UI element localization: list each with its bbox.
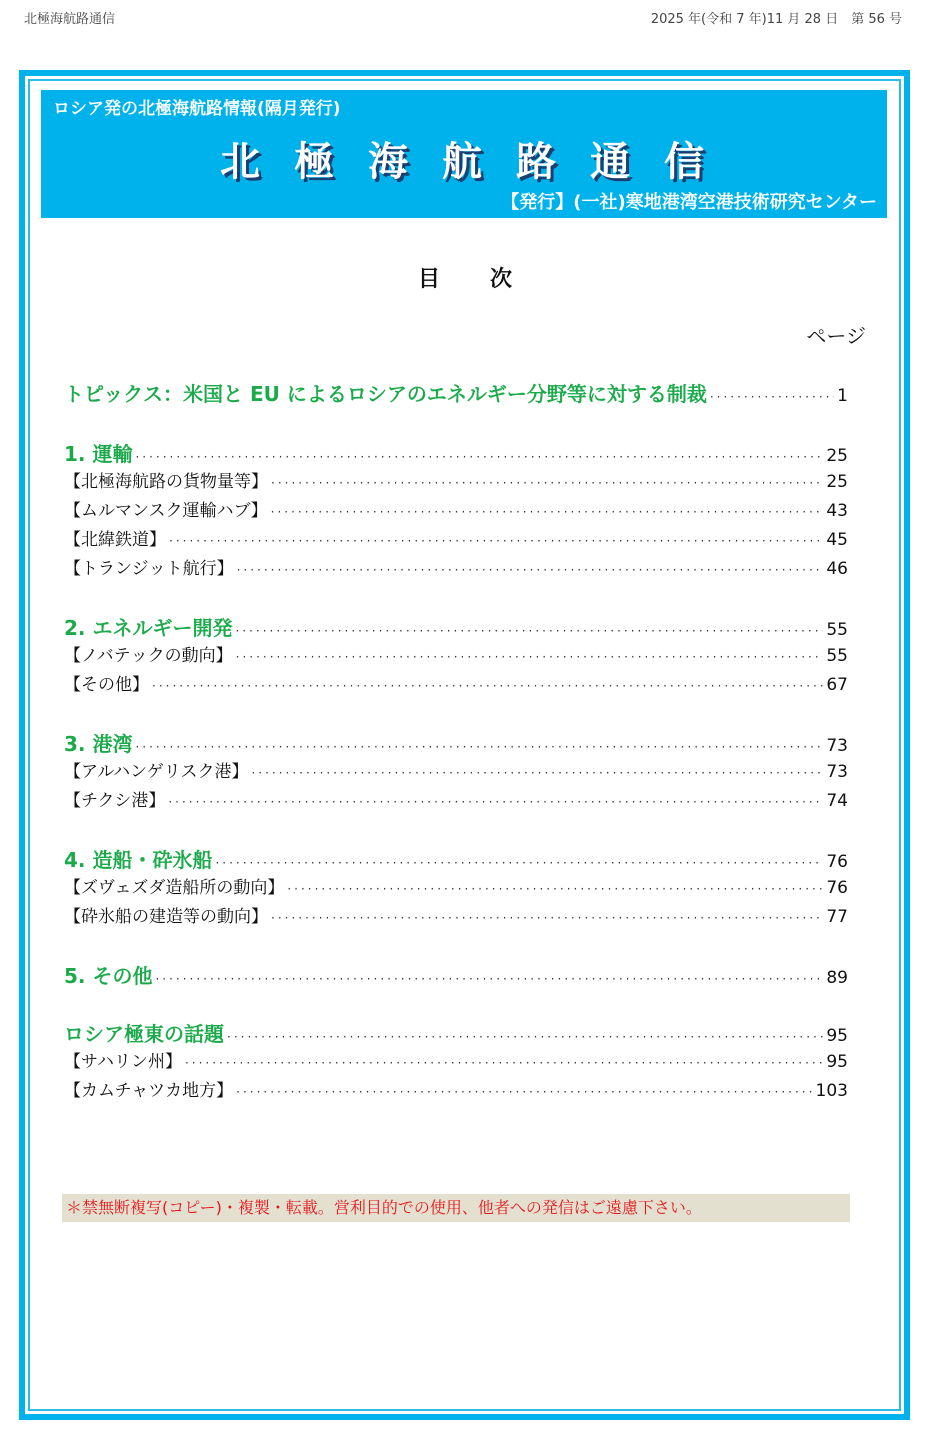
toc-section-page: 73 bbox=[826, 736, 848, 756]
spacer bbox=[64, 931, 848, 960]
spacer bbox=[64, 699, 848, 728]
toc-section-label: 1. 運輸 bbox=[64, 442, 133, 466]
toc-section-far-east[interactable] bbox=[64, 1018, 848, 1047]
toc-section-label: 5. その他 bbox=[64, 964, 153, 988]
toc-item-page: 67 bbox=[826, 675, 848, 695]
toc-item[interactable] bbox=[64, 467, 848, 496]
toc-item-label: 【北極海航路の貨物量等】 bbox=[64, 472, 268, 492]
toc-item[interactable] bbox=[64, 670, 848, 699]
toc-item-page: 45 bbox=[826, 530, 848, 550]
toc-item-page: 103 bbox=[815, 1081, 848, 1101]
leader-dots bbox=[287, 882, 823, 896]
leader-dots bbox=[271, 476, 823, 490]
toc-item-page: 25 bbox=[826, 472, 848, 492]
page-column-label: ページ bbox=[806, 324, 866, 348]
spacer bbox=[64, 989, 848, 1018]
masthead-title: 北極海航路通信 bbox=[220, 139, 738, 185]
leader-dots bbox=[152, 679, 823, 693]
leader-dots bbox=[168, 795, 823, 809]
toc-entry-label: トピックス：米国と EU によるロシアのエネルギー分野等に対する制裁 bbox=[64, 382, 707, 406]
toc-item[interactable] bbox=[64, 1076, 848, 1105]
spacer bbox=[64, 583, 848, 612]
leader-dots bbox=[215, 856, 823, 870]
leader-dots bbox=[135, 450, 823, 464]
leader-dots bbox=[185, 1056, 823, 1070]
toc-item-label: 【その他】 bbox=[64, 675, 149, 695]
toc-item[interactable] bbox=[64, 525, 848, 554]
masthead-publisher: 【発行】(一社)寒地港湾空港技術研究センター bbox=[501, 192, 877, 213]
toc-item-label: 【チクシ港】 bbox=[64, 791, 166, 811]
copyright-notice: ＊禁無断複写(コピー)・複製・転載。営利目的での使用、他者への発信はご遠慮下さい。 bbox=[62, 1194, 850, 1222]
running-header-issue: 2025 年(令和 7 年)11 月 28 日 第 56 号 bbox=[650, 12, 902, 27]
toc-item[interactable] bbox=[64, 1047, 848, 1076]
masthead-banner bbox=[41, 90, 887, 218]
leader-dots bbox=[251, 766, 823, 780]
toc-item-page: 95 bbox=[826, 1052, 848, 1072]
leader-dots bbox=[236, 1085, 812, 1099]
toc-section-2[interactable] bbox=[64, 612, 848, 641]
toc-item-page: 74 bbox=[826, 791, 848, 811]
running-header-title: 北極海航路通信 bbox=[24, 12, 116, 27]
toc-section-1[interactable] bbox=[64, 438, 848, 467]
toc-item-page: 55 bbox=[826, 646, 848, 666]
toc-section-label: ロシア極東の話題 bbox=[64, 1022, 224, 1046]
toc-item-page: 46 bbox=[826, 559, 848, 579]
toc-section-page: 55 bbox=[826, 620, 848, 640]
leader-dots bbox=[271, 505, 824, 519]
toc-item-label: 【砕氷船の建造等の動向】 bbox=[64, 907, 268, 927]
toc-item-label: 【トランジット航行】 bbox=[64, 559, 234, 579]
toc-item-label: 【カムチャツカ地方】 bbox=[64, 1081, 234, 1101]
toc-item-label: 【ムルマンスク運輸ハブ】 bbox=[64, 501, 268, 521]
toc-entry-topics[interactable] bbox=[64, 378, 848, 407]
toc-item[interactable] bbox=[64, 873, 848, 902]
toc-item-page: 73 bbox=[826, 762, 848, 782]
toc-item-label: 【サハリン州】 bbox=[64, 1052, 182, 1072]
leader-dots bbox=[237, 563, 824, 577]
toc-section-label: 3. 港湾 bbox=[64, 732, 133, 756]
toc-item-label: 【北緯鉄道】 bbox=[64, 530, 166, 550]
toc-section-4[interactable] bbox=[64, 844, 848, 873]
toc-item[interactable] bbox=[64, 554, 848, 583]
toc-section-3[interactable] bbox=[64, 728, 848, 757]
toc-item[interactable] bbox=[64, 902, 848, 931]
toc-item-label: 【アルハンゲリスク港】 bbox=[64, 762, 249, 782]
running-header bbox=[24, 8, 902, 28]
toc-item-label: 【ノバテックの動向】 bbox=[64, 646, 233, 666]
leader-dots bbox=[235, 624, 823, 638]
toc-item[interactable] bbox=[64, 496, 848, 525]
toc-section-page: 95 bbox=[826, 1026, 848, 1046]
leader-dots bbox=[271, 911, 823, 925]
leader-dots bbox=[155, 972, 823, 986]
toc-heading: 目次 bbox=[417, 267, 562, 292]
toc-item-page: 77 bbox=[826, 907, 848, 927]
leader-dots bbox=[236, 650, 824, 664]
toc-section-page: 25 bbox=[826, 446, 848, 466]
leader-dots bbox=[169, 534, 823, 548]
toc-section-label: 2. エネルギー開発 bbox=[64, 616, 233, 640]
toc-topics bbox=[64, 378, 848, 407]
spacer bbox=[64, 815, 848, 844]
toc-section-5[interactable] bbox=[64, 960, 848, 989]
toc-item-page: 43 bbox=[826, 501, 848, 521]
leader-dots bbox=[135, 740, 823, 754]
toc-item-page: 76 bbox=[826, 878, 848, 898]
toc-section-page: 89 bbox=[826, 968, 848, 988]
table-of-contents bbox=[64, 438, 848, 1105]
leader-dots bbox=[710, 390, 834, 404]
toc-item[interactable] bbox=[64, 757, 848, 786]
toc-item-label: 【ズヴェズダ造船所の動向】 bbox=[64, 878, 285, 898]
toc-item[interactable] bbox=[64, 786, 848, 815]
leader-dots bbox=[227, 1030, 823, 1044]
toc-section-page: 76 bbox=[826, 852, 848, 872]
toc-entry-page: 1 bbox=[837, 386, 848, 406]
toc-section-label: 4. 造船・砕氷船 bbox=[64, 848, 213, 872]
toc-item[interactable] bbox=[64, 641, 848, 670]
masthead-subtitle: ロシア発の北極海航路情報(隔月発行) bbox=[53, 99, 341, 119]
